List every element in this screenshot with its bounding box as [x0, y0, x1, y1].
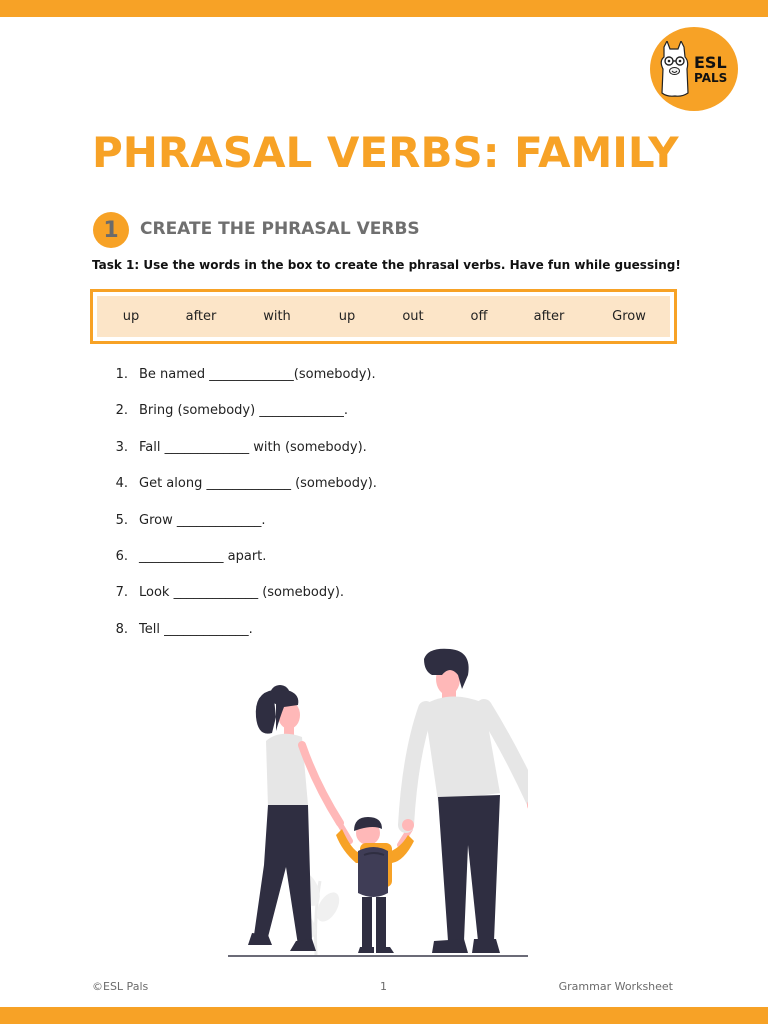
- father-figure: [402, 649, 528, 953]
- word-box-fill: [97, 296, 670, 337]
- top-accent-bar: [0, 0, 768, 17]
- exercise-text: Bring (somebody) _____________.: [139, 403, 348, 418]
- word-box-word: Grow: [612, 309, 646, 324]
- word-box-word: up: [122, 309, 140, 324]
- word-box: [90, 289, 677, 344]
- word-box-word: after: [185, 309, 217, 324]
- exercise-text: Tell _____________.: [139, 622, 253, 637]
- exercise-text: _____________ apart.: [139, 549, 267, 564]
- task-instruction: Task 1: Use the words in the box to create the phrasal verbs. Have fun while guessing!: [92, 258, 681, 272]
- word-box-word: out: [402, 309, 424, 324]
- esl-pals-logo: [650, 27, 738, 111]
- exercise-text: Grow _____________.: [139, 513, 266, 528]
- exercise-number: 8.: [115, 622, 128, 637]
- exercise-number: 1.: [115, 367, 128, 382]
- word-box-word: with: [263, 309, 291, 324]
- child-figure: [336, 817, 414, 953]
- logo-text-pals: PALS: [694, 71, 728, 85]
- exercise-text: Be named _____________(somebody).: [139, 367, 376, 382]
- logo-text-esl: ESL: [694, 53, 727, 72]
- footer-page-number: 1: [380, 980, 387, 993]
- exercise-number: 7.: [115, 585, 128, 600]
- exercise-number: 2.: [115, 403, 128, 418]
- llama-icon: [658, 41, 692, 97]
- exercise-text: Fall _____________ with (somebody).: [139, 440, 367, 455]
- word-box-word: up: [338, 309, 356, 324]
- section-number-badge: 1: [93, 212, 129, 248]
- exercise-number: 5.: [115, 513, 128, 528]
- bottom-accent-bar: [0, 1007, 768, 1024]
- word-box-word: after: [533, 309, 565, 324]
- exercise-number: 6.: [115, 549, 128, 564]
- exercise-number: 4.: [115, 476, 128, 491]
- family-illustration: [228, 645, 528, 961]
- exercise-number: 3.: [115, 440, 128, 455]
- exercise-text: Look _____________ (somebody).: [139, 585, 345, 600]
- exercise-text: Get along _____________ (somebody).: [139, 476, 377, 491]
- section-title: CREATE THE PHRASAL VERBS: [140, 219, 420, 239]
- page-title: PHRASAL VERBS: FAMILY: [92, 128, 679, 177]
- word-box-word: off: [470, 309, 488, 324]
- footer-worksheet-label: Grammar Worksheet: [558, 980, 673, 993]
- footer-copyright: ©ESL Pals: [92, 980, 149, 993]
